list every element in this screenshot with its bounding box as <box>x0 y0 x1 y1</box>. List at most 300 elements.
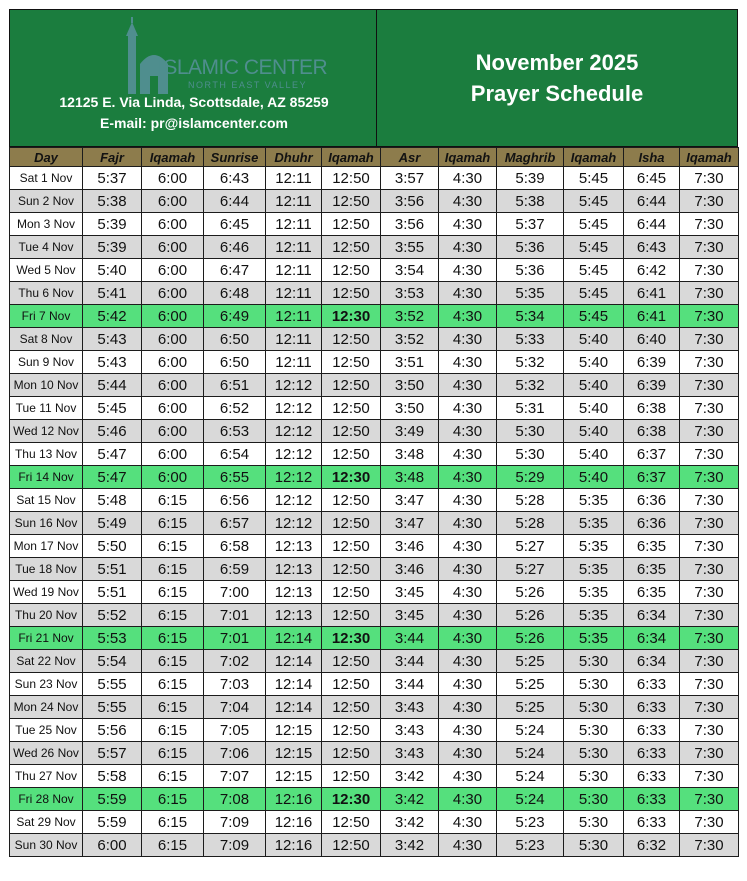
asr-iqamah-cell: 4:30 <box>439 328 497 351</box>
dhuhr-iqamah-cell: 12:50 <box>322 558 381 581</box>
maghrib-cell: 5:25 <box>497 650 564 673</box>
fajr-cell: 5:44 <box>83 374 142 397</box>
column-header-isha: Isha <box>624 148 680 167</box>
maghrib-cell: 5:28 <box>497 489 564 512</box>
isha-iqamah-cell: 7:30 <box>680 236 739 259</box>
islamic-center-logo <box>114 16 344 96</box>
fajr-iqamah-cell: 6:00 <box>142 236 204 259</box>
isha-iqamah-cell: 7:30 <box>680 374 739 397</box>
dhuhr-iqamah-cell: 12:50 <box>322 719 381 742</box>
day-cell: Wed 19 Nov <box>10 581 83 604</box>
dhuhr-cell: 12:15 <box>266 719 322 742</box>
maghrib-cell: 5:34 <box>497 305 564 328</box>
table-row <box>10 742 739 765</box>
asr-iqamah-cell: 4:30 <box>439 397 497 420</box>
dhuhr-cell: 12:11 <box>266 328 322 351</box>
fajr-cell: 5:52 <box>83 604 142 627</box>
asr-iqamah-cell: 4:30 <box>439 811 497 834</box>
isha-iqamah-cell: 7:30 <box>680 811 739 834</box>
dhuhr-iqamah-cell: 12:30 <box>322 627 381 650</box>
sunrise-cell: 6:55 <box>204 466 266 489</box>
column-header-asr-iqamah: Iqamah <box>439 148 497 167</box>
fajr-iqamah-cell: 6:15 <box>142 627 204 650</box>
day-cell: Mon 24 Nov <box>10 696 83 719</box>
dhuhr-cell: 12:14 <box>266 696 322 719</box>
isha-iqamah-cell: 7:30 <box>680 650 739 673</box>
dhuhr-iqamah-cell: 12:50 <box>322 650 381 673</box>
dhuhr-cell: 12:13 <box>266 581 322 604</box>
maghrib-cell: 5:32 <box>497 351 564 374</box>
maghrib-cell: 5:26 <box>497 581 564 604</box>
maghrib-iqamah-cell: 5:45 <box>564 282 624 305</box>
isha-cell: 6:38 <box>624 397 680 420</box>
dhuhr-iqamah-cell: 12:50 <box>322 581 381 604</box>
sunrise-cell: 6:46 <box>204 236 266 259</box>
dhuhr-iqamah-cell: 12:50 <box>322 811 381 834</box>
maghrib-iqamah-cell: 5:30 <box>564 834 624 857</box>
isha-iqamah-cell: 7:30 <box>680 581 739 604</box>
fajr-iqamah-cell: 6:15 <box>142 696 204 719</box>
isha-cell: 6:40 <box>624 328 680 351</box>
dhuhr-iqamah-cell: 12:50 <box>322 535 381 558</box>
masjid-address: 12125 E. Via Linda, Scottsdale, AZ 85259 <box>59 94 329 110</box>
sunrise-cell: 7:08 <box>204 788 266 811</box>
fajr-iqamah-cell: 6:15 <box>142 834 204 857</box>
table-row <box>10 420 739 443</box>
maghrib-iqamah-cell: 5:35 <box>564 535 624 558</box>
maghrib-iqamah-cell: 5:30 <box>564 719 624 742</box>
maghrib-cell: 5:24 <box>497 742 564 765</box>
isha-cell: 6:36 <box>624 512 680 535</box>
fajr-iqamah-cell: 6:15 <box>142 581 204 604</box>
isha-iqamah-cell: 7:30 <box>680 742 739 765</box>
logo-subtitle: NORTH EAST VALLEY <box>188 80 308 90</box>
isha-iqamah-cell: 7:30 <box>680 443 739 466</box>
dhuhr-cell: 12:14 <box>266 673 322 696</box>
dhuhr-iqamah-cell: 12:50 <box>322 351 381 374</box>
maghrib-iqamah-cell: 5:45 <box>564 167 624 190</box>
day-cell: Wed 5 Nov <box>10 259 83 282</box>
dhuhr-iqamah-cell: 12:50 <box>322 443 381 466</box>
table-row <box>10 581 739 604</box>
asr-cell: 3:52 <box>381 328 439 351</box>
day-cell: Mon 10 Nov <box>10 374 83 397</box>
table-row <box>10 328 739 351</box>
maghrib-iqamah-cell: 5:35 <box>564 558 624 581</box>
maghrib-cell: 5:27 <box>497 558 564 581</box>
fajr-cell: 5:43 <box>83 328 142 351</box>
asr-cell: 3:48 <box>381 443 439 466</box>
friday-row <box>10 627 739 650</box>
fajr-cell: 5:38 <box>83 190 142 213</box>
column-header-row <box>10 148 739 167</box>
asr-iqamah-cell: 4:30 <box>439 581 497 604</box>
asr-iqamah-cell: 4:30 <box>439 236 497 259</box>
dhuhr-cell: 12:12 <box>266 443 322 466</box>
isha-iqamah-cell: 7:30 <box>680 535 739 558</box>
isha-cell: 6:37 <box>624 466 680 489</box>
fajr-cell: 5:39 <box>83 236 142 259</box>
table-row <box>10 512 739 535</box>
isha-iqamah-cell: 7:30 <box>680 627 739 650</box>
dhuhr-cell: 12:12 <box>266 397 322 420</box>
fajr-iqamah-cell: 6:15 <box>142 512 204 535</box>
sunrise-cell: 6:47 <box>204 259 266 282</box>
asr-cell: 3:42 <box>381 834 439 857</box>
sunrise-cell: 6:53 <box>204 420 266 443</box>
sunrise-cell: 6:59 <box>204 558 266 581</box>
friday-row <box>10 788 739 811</box>
month-title: November 2025 <box>475 50 639 75</box>
table-row <box>10 696 739 719</box>
isha-cell: 6:35 <box>624 581 680 604</box>
maghrib-iqamah-cell: 5:45 <box>564 190 624 213</box>
table-row <box>10 673 739 696</box>
isha-cell: 6:33 <box>624 742 680 765</box>
table-row <box>10 650 739 673</box>
friday-row <box>10 466 739 489</box>
dhuhr-cell: 12:13 <box>266 558 322 581</box>
asr-cell: 3:50 <box>381 374 439 397</box>
fajr-cell: 5:45 <box>83 397 142 420</box>
maghrib-iqamah-cell: 5:30 <box>564 811 624 834</box>
asr-iqamah-cell: 4:30 <box>439 535 497 558</box>
prayer-times-body <box>10 167 739 857</box>
dhuhr-iqamah-cell: 12:50 <box>322 328 381 351</box>
fajr-cell: 5:43 <box>83 351 142 374</box>
isha-iqamah-cell: 7:30 <box>680 788 739 811</box>
asr-cell: 3:43 <box>381 719 439 742</box>
asr-cell: 3:56 <box>381 190 439 213</box>
asr-iqamah-cell: 4:30 <box>439 489 497 512</box>
table-row <box>10 443 739 466</box>
sunrise-cell: 7:07 <box>204 765 266 788</box>
fajr-cell: 5:59 <box>83 788 142 811</box>
isha-iqamah-cell: 7:30 <box>680 420 739 443</box>
sunrise-cell: 6:58 <box>204 535 266 558</box>
isha-cell: 6:33 <box>624 673 680 696</box>
asr-cell: 3:45 <box>381 581 439 604</box>
asr-cell: 3:46 <box>381 558 439 581</box>
fajr-iqamah-cell: 6:00 <box>142 305 204 328</box>
dhuhr-cell: 12:16 <box>266 834 322 857</box>
asr-iqamah-cell: 4:30 <box>439 190 497 213</box>
dhuhr-iqamah-cell: 12:30 <box>322 305 381 328</box>
table-row <box>10 811 739 834</box>
day-cell: Tue 25 Nov <box>10 719 83 742</box>
sunrise-cell: 6:43 <box>204 167 266 190</box>
asr-iqamah-cell: 4:30 <box>439 834 497 857</box>
sunrise-cell: 6:49 <box>204 305 266 328</box>
dhuhr-iqamah-cell: 12:50 <box>322 673 381 696</box>
maghrib-iqamah-cell: 5:40 <box>564 374 624 397</box>
sunrise-cell: 6:50 <box>204 351 266 374</box>
table-row <box>10 167 739 190</box>
sunrise-cell: 7:05 <box>204 719 266 742</box>
asr-iqamah-cell: 4:30 <box>439 558 497 581</box>
maghrib-cell: 5:29 <box>497 466 564 489</box>
dhuhr-cell: 12:12 <box>266 489 322 512</box>
day-cell: Mon 3 Nov <box>10 213 83 236</box>
isha-cell: 6:42 <box>624 259 680 282</box>
day-cell: Mon 17 Nov <box>10 535 83 558</box>
maghrib-iqamah-cell: 5:30 <box>564 742 624 765</box>
fajr-cell: 5:55 <box>83 673 142 696</box>
table-row <box>10 834 739 857</box>
column-header-sunrise: Sunrise <box>204 148 266 167</box>
maghrib-cell: 5:24 <box>497 788 564 811</box>
sunrise-cell: 6:51 <box>204 374 266 397</box>
table-row <box>10 558 739 581</box>
maghrib-cell: 5:38 <box>497 190 564 213</box>
dhuhr-cell: 12:14 <box>266 627 322 650</box>
column-header-maghrib-iqamah: Iqamah <box>564 148 624 167</box>
maghrib-cell: 5:33 <box>497 328 564 351</box>
dhuhr-cell: 12:11 <box>266 167 322 190</box>
fajr-cell: 5:37 <box>83 167 142 190</box>
dhuhr-iqamah-cell: 12:50 <box>322 282 381 305</box>
fajr-iqamah-cell: 6:15 <box>142 811 204 834</box>
isha-cell: 6:34 <box>624 650 680 673</box>
sunrise-cell: 6:48 <box>204 282 266 305</box>
dhuhr-cell: 12:16 <box>266 788 322 811</box>
isha-iqamah-cell: 7:30 <box>680 282 739 305</box>
fajr-cell: 5:53 <box>83 627 142 650</box>
maghrib-cell: 5:36 <box>497 259 564 282</box>
day-cell: Thu 6 Nov <box>10 282 83 305</box>
fajr-iqamah-cell: 6:15 <box>142 765 204 788</box>
isha-iqamah-cell: 7:30 <box>680 213 739 236</box>
day-cell: Wed 26 Nov <box>10 742 83 765</box>
day-cell: Sun 30 Nov <box>10 834 83 857</box>
fajr-cell: 5:49 <box>83 512 142 535</box>
maghrib-iqamah-cell: 5:30 <box>564 788 624 811</box>
fajr-cell: 5:41 <box>83 282 142 305</box>
sunrise-cell: 6:56 <box>204 489 266 512</box>
fajr-iqamah-cell: 6:15 <box>142 788 204 811</box>
asr-iqamah-cell: 4:30 <box>439 719 497 742</box>
asr-iqamah-cell: 4:30 <box>439 351 497 374</box>
asr-cell: 3:43 <box>381 696 439 719</box>
column-header-day: Day <box>10 148 83 167</box>
fajr-iqamah-cell: 6:15 <box>142 742 204 765</box>
maghrib-cell: 5:37 <box>497 213 564 236</box>
table-row <box>10 535 739 558</box>
dhuhr-iqamah-cell: 12:50 <box>322 512 381 535</box>
dhuhr-iqamah-cell: 12:50 <box>322 420 381 443</box>
fajr-iqamah-cell: 6:15 <box>142 535 204 558</box>
isha-cell: 6:35 <box>624 558 680 581</box>
isha-cell: 6:41 <box>624 282 680 305</box>
isha-cell: 6:33 <box>624 811 680 834</box>
sunrise-cell: 7:02 <box>204 650 266 673</box>
asr-cell: 3:49 <box>381 420 439 443</box>
maghrib-cell: 5:26 <box>497 604 564 627</box>
isha-iqamah-cell: 7:30 <box>680 351 739 374</box>
asr-cell: 3:42 <box>381 765 439 788</box>
fajr-cell: 5:57 <box>83 742 142 765</box>
dhuhr-cell: 12:12 <box>266 466 322 489</box>
isha-iqamah-cell: 7:30 <box>680 190 739 213</box>
asr-iqamah-cell: 4:30 <box>439 167 497 190</box>
asr-cell: 3:47 <box>381 489 439 512</box>
maghrib-cell: 5:24 <box>497 719 564 742</box>
maghrib-cell: 5:25 <box>497 673 564 696</box>
maghrib-iqamah-cell: 5:40 <box>564 397 624 420</box>
maghrib-iqamah-cell: 5:45 <box>564 236 624 259</box>
maghrib-cell: 5:35 <box>497 282 564 305</box>
asr-cell: 3:43 <box>381 742 439 765</box>
asr-iqamah-cell: 4:30 <box>439 374 497 397</box>
asr-cell: 3:44 <box>381 650 439 673</box>
maghrib-cell: 5:26 <box>497 627 564 650</box>
table-row <box>10 259 739 282</box>
isha-cell: 6:44 <box>624 190 680 213</box>
sunrise-cell: 7:09 <box>204 834 266 857</box>
day-cell: Thu 20 Nov <box>10 604 83 627</box>
isha-cell: 6:33 <box>624 696 680 719</box>
column-header-dhuhr: Dhuhr <box>266 148 322 167</box>
day-cell: Fri 14 Nov <box>10 466 83 489</box>
maghrib-cell: 5:36 <box>497 236 564 259</box>
table-row <box>10 374 739 397</box>
isha-cell: 6:34 <box>624 604 680 627</box>
masjid-info-panel <box>9 9 377 147</box>
maghrib-cell: 5:24 <box>497 765 564 788</box>
maghrib-cell: 5:28 <box>497 512 564 535</box>
isha-cell: 6:41 <box>624 305 680 328</box>
dhuhr-iqamah-cell: 12:50 <box>322 742 381 765</box>
isha-iqamah-cell: 7:30 <box>680 305 739 328</box>
isha-cell: 6:38 <box>624 420 680 443</box>
schedule-header <box>9 9 738 147</box>
fajr-iqamah-cell: 6:00 <box>142 397 204 420</box>
asr-cell: 3:44 <box>381 627 439 650</box>
fajr-iqamah-cell: 6:00 <box>142 374 204 397</box>
day-cell: Tue 11 Nov <box>10 397 83 420</box>
fajr-cell: 5:56 <box>83 719 142 742</box>
isha-cell: 6:45 <box>624 167 680 190</box>
fajr-iqamah-cell: 6:00 <box>142 443 204 466</box>
asr-iqamah-cell: 4:30 <box>439 696 497 719</box>
sunrise-cell: 7:00 <box>204 581 266 604</box>
isha-iqamah-cell: 7:30 <box>680 259 739 282</box>
isha-iqamah-cell: 7:30 <box>680 604 739 627</box>
maghrib-iqamah-cell: 5:35 <box>564 604 624 627</box>
fajr-cell: 5:51 <box>83 581 142 604</box>
isha-cell: 6:36 <box>624 489 680 512</box>
day-cell: Sun 2 Nov <box>10 190 83 213</box>
isha-iqamah-cell: 7:30 <box>680 512 739 535</box>
asr-iqamah-cell: 4:30 <box>439 788 497 811</box>
fajr-cell: 5:51 <box>83 558 142 581</box>
maghrib-cell: 5:32 <box>497 374 564 397</box>
dhuhr-cell: 12:11 <box>266 282 322 305</box>
dhuhr-iqamah-cell: 12:30 <box>322 788 381 811</box>
maghrib-iqamah-cell: 5:40 <box>564 466 624 489</box>
maghrib-cell: 5:27 <box>497 535 564 558</box>
dhuhr-iqamah-cell: 12:50 <box>322 213 381 236</box>
dhuhr-cell: 12:14 <box>266 650 322 673</box>
fajr-cell: 5:46 <box>83 420 142 443</box>
dhuhr-iqamah-cell: 12:50 <box>322 236 381 259</box>
prayer-times-table <box>9 147 739 857</box>
day-cell: Fri 28 Nov <box>10 788 83 811</box>
asr-iqamah-cell: 4:30 <box>439 259 497 282</box>
sunrise-cell: 6:44 <box>204 190 266 213</box>
dhuhr-cell: 12:16 <box>266 811 322 834</box>
day-cell: Sat 15 Nov <box>10 489 83 512</box>
asr-iqamah-cell: 4:30 <box>439 765 497 788</box>
asr-cell: 3:44 <box>381 673 439 696</box>
prayer-schedule-sheet <box>9 9 738 857</box>
fajr-iqamah-cell: 6:15 <box>142 719 204 742</box>
maghrib-iqamah-cell: 5:45 <box>564 213 624 236</box>
fajr-iqamah-cell: 6:00 <box>142 420 204 443</box>
day-cell: Fri 21 Nov <box>10 627 83 650</box>
day-cell: Sun 16 Nov <box>10 512 83 535</box>
asr-cell: 3:46 <box>381 535 439 558</box>
isha-cell: 6:43 <box>624 236 680 259</box>
dhuhr-cell: 12:11 <box>266 305 322 328</box>
maghrib-iqamah-cell: 5:40 <box>564 443 624 466</box>
fajr-iqamah-cell: 6:15 <box>142 604 204 627</box>
asr-iqamah-cell: 4:30 <box>439 443 497 466</box>
asr-cell: 3:52 <box>381 305 439 328</box>
day-cell: Thu 13 Nov <box>10 443 83 466</box>
isha-iqamah-cell: 7:30 <box>680 397 739 420</box>
schedule-title-panel <box>377 9 738 147</box>
sunrise-cell: 7:03 <box>204 673 266 696</box>
dhuhr-cell: 12:11 <box>266 236 322 259</box>
fajr-iqamah-cell: 6:00 <box>142 167 204 190</box>
maghrib-cell: 5:39 <box>497 167 564 190</box>
dhuhr-cell: 12:13 <box>266 535 322 558</box>
fajr-iqamah-cell: 6:00 <box>142 259 204 282</box>
maghrib-iqamah-cell: 5:45 <box>564 259 624 282</box>
fajr-cell: 6:00 <box>83 834 142 857</box>
asr-iqamah-cell: 4:30 <box>439 650 497 673</box>
dhuhr-iqamah-cell: 12:50 <box>322 489 381 512</box>
day-cell: Sat 22 Nov <box>10 650 83 673</box>
fajr-cell: 5:54 <box>83 650 142 673</box>
column-header-isha-iqamah: Iqamah <box>680 148 739 167</box>
isha-cell: 6:32 <box>624 834 680 857</box>
maghrib-iqamah-cell: 5:45 <box>564 305 624 328</box>
isha-cell: 6:37 <box>624 443 680 466</box>
dhuhr-iqamah-cell: 12:50 <box>322 374 381 397</box>
maghrib-cell: 5:23 <box>497 811 564 834</box>
asr-iqamah-cell: 4:30 <box>439 604 497 627</box>
day-cell: Sat 29 Nov <box>10 811 83 834</box>
dhuhr-cell: 12:11 <box>266 259 322 282</box>
isha-iqamah-cell: 7:30 <box>680 558 739 581</box>
fajr-iqamah-cell: 6:00 <box>142 351 204 374</box>
sunrise-cell: 6:54 <box>204 443 266 466</box>
isha-cell: 6:33 <box>624 788 680 811</box>
table-row <box>10 236 739 259</box>
dhuhr-cell: 12:13 <box>266 604 322 627</box>
fajr-cell: 5:55 <box>83 696 142 719</box>
fajr-cell: 5:59 <box>83 811 142 834</box>
maghrib-cell: 5:23 <box>497 834 564 857</box>
isha-iqamah-cell: 7:30 <box>680 466 739 489</box>
fajr-cell: 5:58 <box>83 765 142 788</box>
sunrise-cell: 6:45 <box>204 213 266 236</box>
maghrib-iqamah-cell: 5:35 <box>564 627 624 650</box>
dhuhr-cell: 12:12 <box>266 512 322 535</box>
asr-cell: 3:45 <box>381 604 439 627</box>
